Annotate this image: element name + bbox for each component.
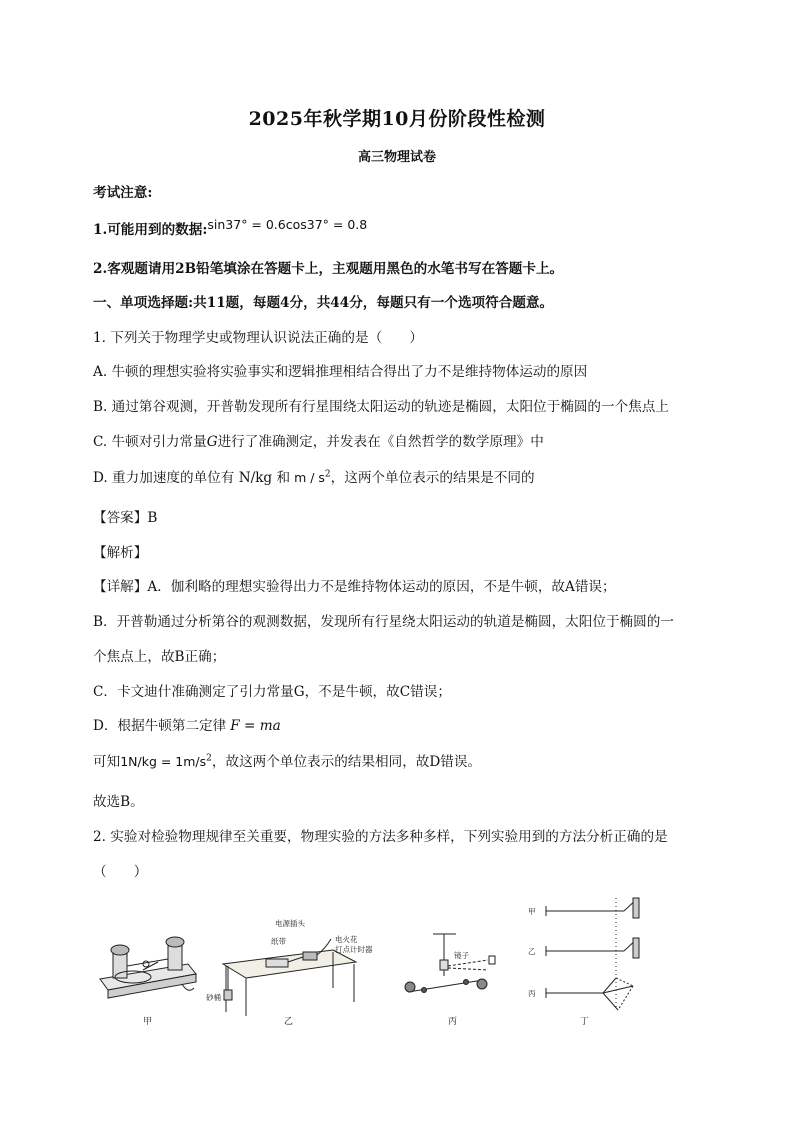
notes-item-1-formula: sin37° = 0.6cos37° = 0.8 — [207, 217, 368, 232]
section-1-heading: 一、单项选择题:共11题，每题4分，共44分，每题只有一个选项符合题意。 — [93, 295, 554, 311]
detail-d-text: D．根据牛顿第二定律 — [93, 718, 227, 734]
question-1-answer: 【答案】B — [93, 510, 158, 526]
option-d-unit: m / s — [294, 470, 325, 485]
question-1-option-c — [93, 430, 544, 450]
figure-label-yi: 乙 — [284, 1017, 294, 1027]
annotation-spark-timer-1: 电火花 — [335, 935, 358, 944]
question-1-detail-a: 【详解】A．伽利略的理想实验得出力不是维持物体运动的原因，不是牛顿，故A错误； — [93, 579, 616, 595]
detail-d-formula: F = ma — [230, 718, 281, 734]
question-2-stem-line-2: （ ） — [93, 864, 148, 880]
question-1-analysis-heading: 【解析】 — [93, 545, 148, 561]
question-1-detail-c: C．卡文迪什准确测定了引力常量G，不是牛顿，故C错误； — [93, 684, 451, 700]
notes-item-2: 2.客观题请用2B铅笔填涂在答题卡上，主观题用黑色的水笔书写在答题卡上。 — [93, 261, 564, 277]
annotation-sand-bucket: 砂桶 — [206, 993, 221, 1002]
detail-conclusion-prefix: 可知 — [93, 754, 121, 770]
question-2-stem-line-1: 2. 实验对检验物理规律至关重要，物理实验的方法多种多样，下列实验用到的方法分析正确的是 — [93, 829, 668, 845]
detail-conclusion-formula: 1N/kg = 1m/s — [120, 754, 207, 769]
page-subtitle: 高三物理试卷 — [357, 150, 436, 165]
question-1-option-d — [93, 466, 535, 486]
option-c-part-2: 进行了准确测定，并发表在《自然哲学的数学原理》中 — [217, 434, 544, 450]
notes-item-1 — [93, 218, 367, 238]
annotation-ding-yi: 乙 — [528, 947, 536, 956]
option-d-part-2: ，这两个单位表示的结果是不同的 — [330, 470, 535, 486]
notes-item-1-label: 1.可能用到的数据: — [93, 222, 208, 238]
page-title: 2025年秋学期10月份阶段性检测 — [248, 108, 546, 130]
annotation-mirror: 镜子 — [454, 951, 469, 960]
question-1-detail-conclusion — [93, 750, 481, 770]
annotation-power-plug: 电源插头 — [275, 919, 305, 928]
figure-bing-apparatus — [405, 934, 495, 993]
annotation-ding-jia: 甲 — [528, 907, 536, 916]
annotation-ding-bing: 丙 — [528, 989, 536, 998]
annotation-paper-tape: 纸带 — [271, 937, 286, 946]
question-1-detail-b: B．开普勒通过分析第谷的观测数据，发现所有行星绕太阳运动的轨道是椭圆，太阳位于椭圆的一 — [93, 614, 674, 630]
detail-conclusion-exponent: 2 — [206, 753, 212, 764]
option-d-exponent: 2 — [324, 469, 331, 480]
annotation-spark-timer-2: 打点计时器 — [335, 945, 373, 954]
question-1-option-a: A. 牛顿的理想实验将实验事实和逻辑推理相结合得出了力不是维持物体运动的原因 — [93, 364, 588, 380]
figure-label-ding: 丁 — [580, 1017, 590, 1027]
question-1-stem: 1. 下列关于物理学史或物理认识说法正确的是（ ） — [93, 330, 423, 346]
figure-label-bing: 丙 — [448, 1017, 458, 1027]
question-1-detail-d — [93, 714, 281, 734]
question-1-final: 故选B。 — [93, 794, 144, 810]
figure-ding-apparatus — [546, 898, 639, 1010]
option-d-part-1: D. 重力加速度的单位有 N/kg 和 — [93, 470, 291, 486]
question-2-figure — [88, 884, 658, 1034]
figure-label-jia: 甲 — [143, 1017, 153, 1027]
notes-heading: 考试注意: — [93, 185, 153, 201]
option-c-symbol-g: G — [206, 434, 218, 450]
detail-conclusion-text: ，故这两个单位表示的结果相同，故D错误。 — [211, 754, 482, 770]
option-c-part-1: C. 牛顿对引力常量 — [93, 434, 207, 450]
question-1-detail-b-cont: 个焦点上，故B正确； — [93, 649, 226, 665]
figure-jia-apparatus — [100, 937, 196, 998]
question-1-option-b: B. 通过第谷观测，开普勒发现所有行星围绕太阳运动的轨迹是椭圆，太阳位于椭圆的一个焦点上 — [93, 399, 669, 415]
